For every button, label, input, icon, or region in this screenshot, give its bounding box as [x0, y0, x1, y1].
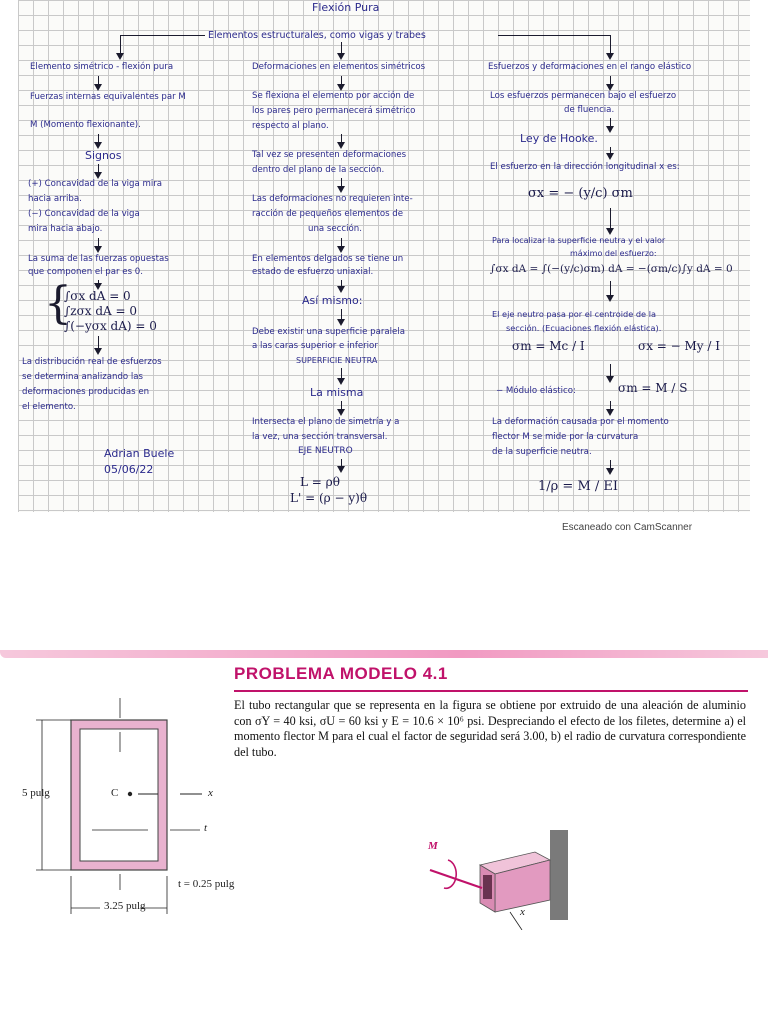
dist-line2: se determina analizando las: [22, 372, 144, 382]
col2-p2-line2: dentro del plano de la sección.: [252, 165, 385, 175]
connector: [610, 208, 611, 230]
arrow-icon: [337, 466, 345, 473]
arrow-icon: [606, 53, 614, 60]
col2-p3-line1: Las deformaciones no requieren inte-: [252, 194, 413, 204]
col1-p1-line1: Fuerzas internas equivalentes par M: [30, 92, 186, 102]
arrow-icon: [337, 53, 345, 60]
sum-line1: La suma de las fuerzas opuestas: [28, 254, 169, 264]
equilibrium-eq1: ∫σx dA = 0: [64, 289, 131, 303]
la-misma: La misma: [310, 386, 364, 399]
col3-p6-line1: La deformación causada por el momento: [492, 417, 669, 427]
problem-title: PROBLEMA MODELO 4.1: [234, 664, 448, 683]
arrow-icon: [94, 348, 102, 355]
tube-inner-hole: [80, 729, 158, 861]
arrow-icon: [337, 409, 345, 416]
branch-title: Elementos estructurales, como vigas y trabes: [208, 30, 426, 41]
signos-line2: hacia arriba.: [28, 194, 82, 204]
col2-p4-line1: En elementos delgados se tiene un: [252, 254, 404, 264]
connector: [610, 35, 611, 55]
col2-p4-line2: estado de esfuerzo uniaxial.: [252, 267, 374, 277]
tube-opening: [483, 875, 492, 899]
col2-p6-line2: la vez, una sección transversal.: [252, 432, 388, 442]
col3-p4-line2: sección. (Ecuaciones flexión elástica).: [506, 323, 662, 333]
arrow-icon: [337, 319, 345, 326]
signos-line3: (−) Concavidad de la viga: [28, 209, 140, 219]
author-name: Adrian Buele: [104, 447, 175, 460]
thickness-label: t = 0.25 pulg: [178, 878, 235, 890]
ley-de-hooke: Ley de Hooke.: [520, 132, 598, 145]
max-stress-formula: σm = Mc / I: [512, 339, 585, 353]
signos-line4: mira hacia abajo.: [28, 224, 103, 234]
signos-label: Signos: [85, 149, 122, 162]
connector: [498, 35, 610, 36]
arrow-icon: [337, 142, 345, 149]
connector: [120, 35, 121, 55]
x-axis-label: x: [208, 787, 213, 799]
arrow-icon: [606, 126, 614, 133]
arrow-icon: [606, 295, 614, 302]
col3-p6-line2: flector M se mide por la curvatura: [492, 432, 639, 442]
col3-p2: El esfuerzo en la dirección longitudinal x es:: [490, 162, 680, 172]
arrow-icon: [606, 409, 614, 416]
col2-p2-line1: Tal vez se presenten deformaciones: [252, 150, 407, 160]
brace-icon: {: [44, 278, 72, 329]
dist-line4: el elemento.: [22, 402, 76, 412]
arrow-icon: [606, 153, 614, 160]
col3-p3-line2: máximo del esfuerzo:: [570, 249, 657, 258]
title-rule: [234, 690, 748, 692]
section-modulus-formula: σm = M / S: [618, 381, 688, 395]
stress-distribution-formula: σx = − My / I: [638, 339, 720, 353]
connector: [120, 35, 205, 36]
arrow-icon: [94, 84, 102, 91]
col1-p1-line2: M (Momento flexionante).: [30, 120, 141, 130]
scanned-notes-page: [18, 0, 750, 512]
eje-neutro: EJE NEUTRO: [298, 446, 353, 456]
arrow-icon: [337, 286, 345, 293]
neutral-axis-integral: ∫σx dA = ∫(−(y/c)σm) dA = −(σm/c)∫y dA = 0: [490, 263, 733, 275]
wall-support: [550, 830, 568, 920]
dist-line3: deformaciones producidas en: [22, 387, 150, 397]
arrow-icon: [116, 53, 124, 60]
col2-p6-line1: Intersecta el plano de simetría y a: [252, 417, 400, 427]
col2-p1-line1: Se flexiona el elemento por acción de: [252, 91, 415, 101]
arrow-icon: [94, 142, 102, 149]
arrow-icon: [337, 378, 345, 385]
col2-p3-line3: una sección.: [308, 224, 362, 234]
col2-p5-line2: a las caras superior e inferior: [252, 341, 378, 351]
col3-header: Esfuerzos y deformaciones en el rango elástico: [488, 62, 692, 72]
hooke-stress-formula: σx = − (y/c) σm: [528, 186, 633, 201]
col2-p5-line1: Debe existir una superficie paralela: [252, 327, 405, 337]
col3-p3-line1: Para localizar la superficie neutra y el valor: [492, 236, 666, 245]
arrow-icon: [337, 246, 345, 253]
centroid-label: C: [111, 787, 119, 799]
col2-p1-line3: respecto al plano.: [252, 121, 329, 131]
arrow-icon: [606, 376, 614, 383]
col1-header: Elemento simétrico - flexión pura: [30, 62, 174, 72]
signos-line1: (+) Concavidad de la viga mira: [28, 179, 163, 189]
thickness-mark-label: t: [204, 822, 208, 834]
scanner-watermark: Escaneado con CamScanner: [562, 522, 693, 533]
author-date: 05/06/22: [104, 463, 154, 476]
col3-p1-line1: Los esfuerzos permanecen bajo el esfuerzo: [490, 91, 677, 101]
curvature-formula: 1/ρ = M / EI: [538, 479, 619, 494]
col3-p1-line2: de fluencia.: [564, 105, 615, 115]
accent-band: [0, 650, 768, 658]
moment-label: M: [428, 840, 438, 852]
superficie-neutra: SUPERFICIE NEUTRA: [296, 356, 378, 365]
equilibrium-eq3: ∫(−yσx dA) = 0: [64, 319, 157, 333]
modulo-elastico-label: − Módulo elástico:: [496, 386, 576, 396]
col2-p1-line2: los pares pero permanecerá simétrico: [252, 106, 416, 116]
fig2-x-label: x: [520, 906, 525, 918]
arrow-icon: [94, 246, 102, 253]
tube-cross-section-figure: [0, 690, 260, 930]
col3-p6-line3: de la superficie neutra.: [492, 447, 592, 457]
col2-p3-line2: racción de pequeños elementos de: [252, 209, 404, 219]
col3-p4-line1: El eje neutro pasa por el centroide de la: [492, 309, 656, 319]
height-label: 5 pulg: [22, 787, 50, 799]
deformed-length-formula: L' = (ρ − y)θ: [290, 491, 368, 505]
asi-mismo: Así mismo:: [302, 294, 363, 307]
arc-length-formula: L = ρθ: [300, 475, 340, 489]
problem-statement: El tubo rectangular que se representa en la figura se obtiene por extruido de una aleación de aluminio con σY = 40 ksi, σU = 60 ksi y E = 10.6 × 10⁶ psi. Despreciando el efecto de los filetes, determine a) el momento flector M para el cual el factor de seguridad será 3.00, b) el radio de curvatura correspondiente del tubo.: [234, 698, 746, 759]
notes-title: Flexión Pura: [312, 1, 380, 14]
width-label: 3.25 pulg: [104, 900, 146, 912]
textbook-excerpt: [0, 650, 768, 930]
dist-line1: La distribución real de esfuerzos: [22, 357, 162, 367]
arrow-icon: [337, 186, 345, 193]
col2-header: Deformaciones en elementos simétricos: [252, 62, 426, 72]
arrow-icon: [606, 468, 614, 475]
sum-line2: que componen el par es 0.: [28, 267, 143, 277]
equilibrium-eq2: ∫zσx dA = 0: [64, 304, 138, 318]
moment-arrow-icon: [444, 860, 456, 888]
centroid-point: [128, 792, 132, 796]
